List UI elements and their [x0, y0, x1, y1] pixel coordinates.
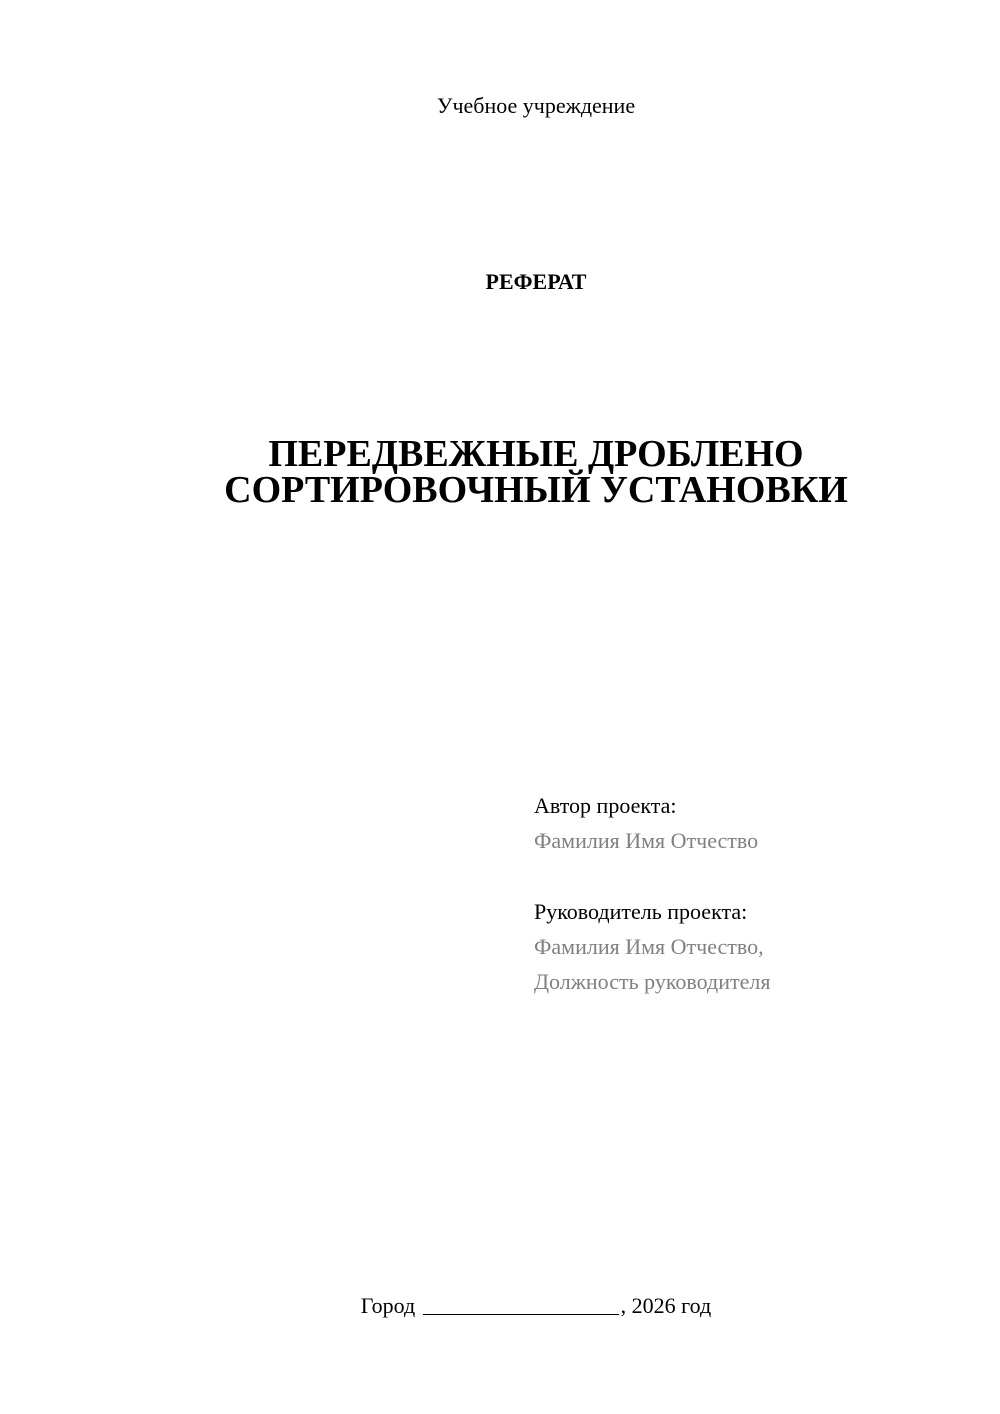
spacer [534, 858, 974, 894]
title-line-2: СОРТИРОВОЧНЫЙ УСТАНОВКИ [224, 469, 848, 511]
title-line-1: ПЕРЕДВЕЖНЫЕ ДРОБЛЕНО [268, 433, 804, 475]
supervisor-name: Фамилия Имя Отчество, [534, 934, 764, 959]
city-year-line [0, 1290, 1000, 1320]
document-title [0, 433, 1000, 511]
supervisor-position: Должность руководителя [534, 969, 771, 994]
author-name: Фамилия Имя Отчество [534, 828, 759, 853]
document-type: РЕФЕРАТ [485, 269, 587, 294]
project-info [534, 788, 974, 999]
year-text: , 2026 год [620, 1293, 712, 1318]
author-label: Автор проекта: [534, 793, 677, 818]
city-label: Город [360, 1293, 416, 1318]
city-blank-line [423, 1292, 619, 1315]
supervisor-label: Руководитель проекта: [534, 899, 748, 924]
institution-name: Учебное учреждение [436, 93, 636, 118]
